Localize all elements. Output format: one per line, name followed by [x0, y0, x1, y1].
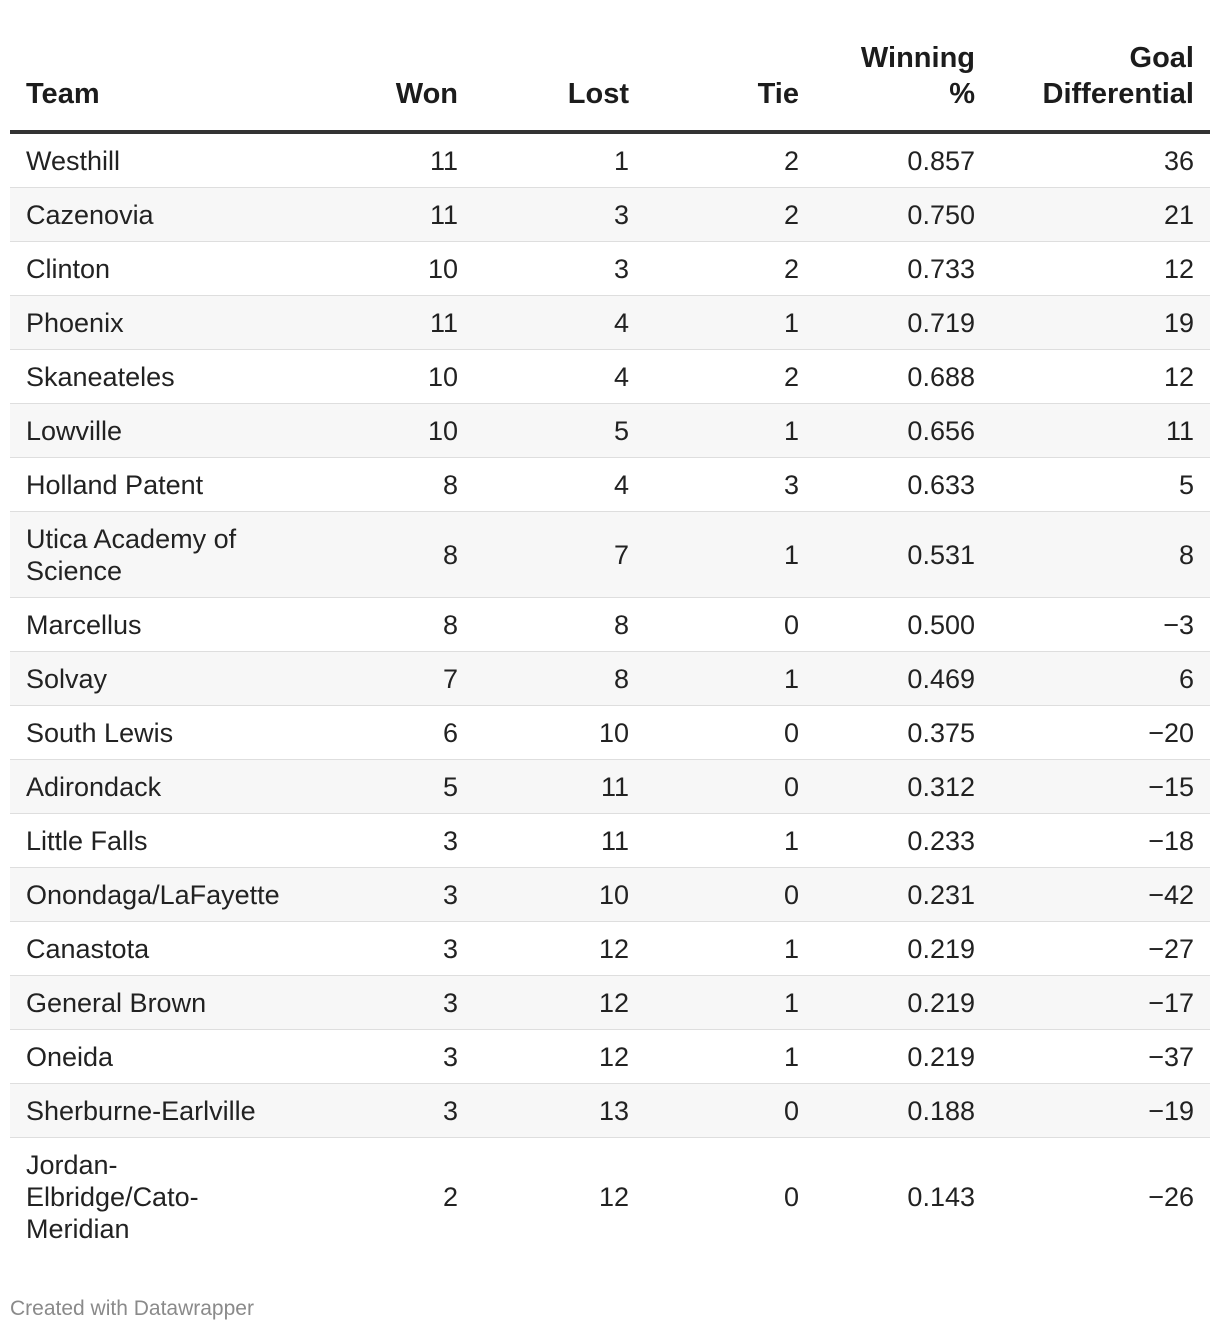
cell-won: 11 — [292, 132, 474, 188]
cell-won: 3 — [292, 922, 474, 976]
cell-winning-pct: 0.688 — [815, 350, 991, 404]
table-row — [10, 350, 1210, 404]
table-row — [10, 458, 1210, 512]
cell-won: 8 — [292, 598, 474, 652]
cell-goal-differential: 12 — [991, 242, 1210, 296]
cell-tie: 1 — [645, 922, 815, 976]
cell-lost: 3 — [474, 188, 645, 242]
standings-table-container — [10, 40, 1210, 1256]
cell-team: Sherburne-Earlville — [10, 1084, 292, 1138]
cell-won: 5 — [292, 760, 474, 814]
table-row — [10, 512, 1210, 598]
cell-winning-pct: 0.188 — [815, 1084, 991, 1138]
cell-goal-differential: 36 — [991, 132, 1210, 188]
table-row — [10, 1030, 1210, 1084]
cell-tie: 2 — [645, 350, 815, 404]
cell-lost: 8 — [474, 652, 645, 706]
cell-tie: 2 — [645, 132, 815, 188]
cell-goal-differential: 21 — [991, 188, 1210, 242]
cell-winning-pct: 0.750 — [815, 188, 991, 242]
cell-goal-differential: 8 — [991, 512, 1210, 598]
cell-goal-differential: 12 — [991, 350, 1210, 404]
table-row — [10, 296, 1210, 350]
cell-lost: 4 — [474, 458, 645, 512]
cell-won: 10 — [292, 242, 474, 296]
cell-tie: 0 — [645, 760, 815, 814]
cell-won: 6 — [292, 706, 474, 760]
standings-table — [10, 40, 1210, 1256]
table-row — [10, 188, 1210, 242]
cell-winning-pct: 0.719 — [815, 296, 991, 350]
cell-winning-pct: 0.233 — [815, 814, 991, 868]
cell-lost: 10 — [474, 868, 645, 922]
cell-team: Solvay — [10, 652, 292, 706]
table-row — [10, 242, 1210, 296]
cell-tie: 0 — [645, 598, 815, 652]
cell-winning-pct: 0.312 — [815, 760, 991, 814]
cell-tie: 2 — [645, 242, 815, 296]
cell-lost: 1 — [474, 132, 645, 188]
cell-goal-differential: 19 — [991, 296, 1210, 350]
cell-winning-pct: 0.500 — [815, 598, 991, 652]
cell-won: 3 — [292, 976, 474, 1030]
cell-tie: 1 — [645, 652, 815, 706]
cell-lost: 12 — [474, 1030, 645, 1084]
cell-lost: 8 — [474, 598, 645, 652]
cell-goal-differential: −26 — [1148, 1182, 1194, 1212]
cell-winning-pct: 0.231 — [815, 868, 991, 922]
cell-lost: 11 — [474, 814, 645, 868]
cell-team: South Lewis — [10, 706, 292, 760]
cell-tie: 2 — [645, 188, 815, 242]
cell-tie: 0 — [783, 1182, 799, 1212]
table-row — [10, 922, 1210, 976]
cell-won: 3 — [292, 814, 474, 868]
cell-team: Oneida — [10, 1030, 292, 1084]
cell-won: 2 — [442, 1182, 458, 1212]
cell-won: 3 — [292, 1084, 474, 1138]
cell-goal-differential: −37 — [991, 1030, 1210, 1084]
cell-winning-pct: 0.219 — [815, 1030, 991, 1084]
cell-team: Westhill — [10, 132, 292, 188]
cell-lost: 4 — [474, 350, 645, 404]
cell-goal-differential: −27 — [991, 922, 1210, 976]
cell-team: Utica Academy of Science — [10, 512, 292, 598]
cell-tie: 1 — [645, 296, 815, 350]
cell-tie: 1 — [645, 814, 815, 868]
cell-tie: 0 — [645, 1084, 815, 1138]
cell-won: 7 — [292, 652, 474, 706]
cell-tie: 1 — [645, 976, 815, 1030]
cell-tie: 1 — [645, 512, 815, 598]
cell-team: Clinton — [10, 242, 292, 296]
cell-lost: 12 — [598, 1182, 629, 1212]
cell-lost: 7 — [474, 512, 645, 598]
table-row — [10, 760, 1210, 814]
credit-footer: Created with Datawrapper — [10, 1297, 254, 1320]
cell-team: Holland Patent — [10, 458, 292, 512]
cell-tie: 3 — [645, 458, 815, 512]
cell-won: 8 — [292, 458, 474, 512]
table-row — [10, 404, 1210, 458]
table-row — [10, 1084, 1210, 1138]
column-header-team: Team — [10, 40, 292, 132]
table-row — [10, 976, 1210, 1030]
cell-tie: 1 — [645, 404, 815, 458]
column-header-winning-pct: Winning % — [815, 40, 991, 132]
cell-team: Lowville — [10, 404, 292, 458]
table-row — [10, 652, 1210, 706]
cell-team: Skaneateles — [10, 350, 292, 404]
cell-team: Adirondack — [10, 760, 292, 814]
cell-winning-pct: 0.733 — [815, 242, 991, 296]
table-row — [10, 868, 1210, 922]
cell-winning-pct: 0.375 — [815, 706, 991, 760]
cell-team: General Brown — [10, 976, 292, 1030]
cell-goal-differential: 6 — [991, 652, 1210, 706]
header-row — [10, 40, 1210, 132]
cell-won: 11 — [292, 188, 474, 242]
cell-goal-differential: −17 — [991, 976, 1210, 1030]
table-row — [10, 598, 1210, 652]
table-row — [10, 1138, 1210, 1257]
cell-won: 3 — [292, 868, 474, 922]
cell-tie: 1 — [645, 1030, 815, 1084]
cell-lost: 5 — [474, 404, 645, 458]
cell-lost: 13 — [474, 1084, 645, 1138]
cell-team: Little Falls — [10, 814, 292, 868]
cell-team: Phoenix — [10, 296, 292, 350]
cell-winning-pct: 0.531 — [815, 512, 991, 598]
cell-won: 10 — [292, 350, 474, 404]
cell-lost: 10 — [474, 706, 645, 760]
cell-goal-differential: −20 — [991, 706, 1210, 760]
cell-winning-pct: 0.857 — [815, 132, 991, 188]
cell-winning-pct: 0.469 — [815, 652, 991, 706]
table-row — [10, 814, 1210, 868]
cell-goal-differential: 11 — [991, 404, 1210, 458]
column-header-won: Won — [292, 40, 474, 132]
cell-won: 10 — [292, 404, 474, 458]
cell-lost: 12 — [474, 922, 645, 976]
column-header-tie: Tie — [645, 40, 815, 132]
cell-goal-differential: −3 — [991, 598, 1210, 652]
table-row — [10, 132, 1210, 188]
cell-goal-differential: 5 — [991, 458, 1210, 512]
cell-lost: 4 — [474, 296, 645, 350]
cell-goal-differential: −19 — [991, 1084, 1210, 1138]
cell-winning-pct: 0.219 — [815, 922, 991, 976]
cell-winning-pct: 0.219 — [815, 976, 991, 1030]
cell-team: Onondaga/LaFayette — [10, 868, 292, 922]
cell-won: 8 — [292, 512, 474, 598]
cell-team: Jordan-Elbridge/Cato-Meridian — [26, 1150, 199, 1244]
cell-lost: 11 — [474, 760, 645, 814]
cell-winning-pct: 0.143 — [907, 1182, 975, 1212]
cell-team: Cazenovia — [10, 188, 292, 242]
cell-tie: 0 — [645, 868, 815, 922]
cell-winning-pct: 0.656 — [815, 404, 991, 458]
column-header-lost: Lost — [474, 40, 645, 132]
cell-goal-differential: −18 — [991, 814, 1210, 868]
cell-won: 3 — [292, 1030, 474, 1084]
cell-goal-differential: −42 — [991, 868, 1210, 922]
cell-tie: 0 — [645, 706, 815, 760]
cell-team: Marcellus — [10, 598, 292, 652]
table-body — [10, 132, 1210, 1256]
column-header-goal-differential: Goal Differential — [991, 40, 1210, 132]
cell-lost: 12 — [474, 976, 645, 1030]
cell-goal-differential: −15 — [991, 760, 1210, 814]
table-row — [10, 706, 1210, 760]
cell-winning-pct: 0.633 — [815, 458, 991, 512]
cell-won: 11 — [292, 296, 474, 350]
cell-team: Canastota — [10, 922, 292, 976]
cell-lost: 3 — [474, 242, 645, 296]
